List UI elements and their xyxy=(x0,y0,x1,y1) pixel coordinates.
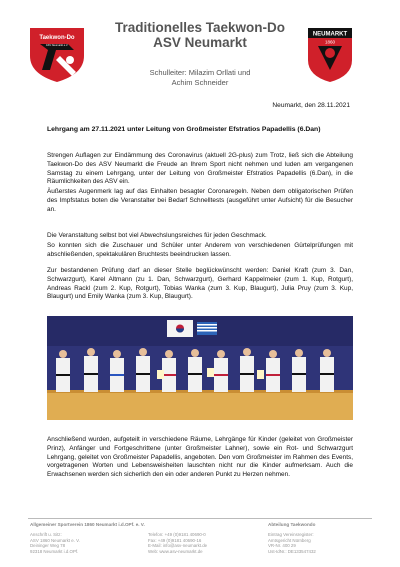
footer-phone: Telefon: +49 (0)9181 40690-0 xyxy=(148,532,206,537)
greek-flag xyxy=(197,322,217,335)
leader-line-2: Achim Schneider xyxy=(171,78,229,87)
logo-left-subtext: ASV Neumarkt e.V. xyxy=(45,44,69,47)
footer-registry-line: Ust-IdNr.: DE133547432 xyxy=(268,548,316,554)
certificate xyxy=(157,370,164,379)
footer-fax: Fax: +49 (0)9181 40690-16 xyxy=(148,537,202,543)
group-photo xyxy=(47,316,353,420)
footer-department: Abteilung Taekwondo xyxy=(268,522,316,527)
footer-divider xyxy=(28,518,372,519)
paragraph-event: Die Veranstaltung selbst bot viel Abwechslungsreiches für jeden Geschmack. xyxy=(47,232,267,239)
crest-year: 1860 xyxy=(324,39,336,45)
logo-left-text: Taekwon-Do xyxy=(39,35,75,41)
footer-address-line: Deininger Weg 78 xyxy=(30,543,66,549)
letter-date: Neumarkt, den 28.11.2021 xyxy=(272,102,350,109)
footer-registry-line: Eintrag Vereinsregister: xyxy=(268,532,314,537)
footer-club-name: Allgemeiner Sportverein 1860 Neumarkt i.d.OPf. e. V. xyxy=(30,522,145,527)
footer-registry-line: Amtsgericht Nürnberg xyxy=(268,537,311,543)
paragraph-exams: So konnten sich die Zuschauer und Schüler unter Anderem von verschiedenen Gürtelprüfungen mit abschließenden, spektakulären Bruchtests beeindrucken lassen. xyxy=(47,242,353,258)
paragraph-intro: Strengen Auflagen zur Eindämmung des Coronavirus (aktuell 2G-plus) zum Trotz, ließ sich die Abteilung Taekwon-Do des ASV Neumarkt die Freude an Ihrem Sport nicht nehmen und luden am vergangenen Samstag zu einem Lehrgang, unter der Leitung von Großmeister Efstratios Papadellis (6.Dan), in die Räumlichkeiten des ASV ein. xyxy=(47,152,353,186)
footer-email-link[interactable]: E-Mail: info@asv-neumarkt.de xyxy=(148,543,208,549)
footer-address-line: ASV 1860 Neumarkt e. V. xyxy=(30,537,80,543)
certificate xyxy=(257,370,264,379)
taekwondo-logo xyxy=(26,26,88,84)
school-leaders xyxy=(120,68,280,88)
paragraph-workshops: Anschließend wurden, aufgeteilt in verschiedene Räume, Lehrgänge für Kinder (geleitet von Großmeister Prinz), Anfänger und Fortgeschrittene (unter Großmeister Lahner), sowie ein Rot- und Schwarzgurt Lehrgang, geleitet von Großmeister Papadellis, angeboten. Den vom Großmeister im Rahmen des Events, vorgetragenen Worten und Lebensweisheiten lauschten nicht nur die Kinder aufmerksam. Auch die Erwachsenen werden sich sicherlich den ein oder anderen Punkt zu Herzen nehmen. xyxy=(47,436,353,479)
footer-address-line: 92318 Neumarkt i.d.OPf. xyxy=(30,548,79,554)
page-title xyxy=(90,20,310,50)
footer-address xyxy=(30,532,80,554)
footer-web-link[interactable]: Web: www.asv-neumarkt.de xyxy=(148,548,203,554)
letter-headline: Lehrgang am 27.11.2021 unter Leitung von Großmeister Efstratios Papadellis (6.Dan) xyxy=(47,126,321,133)
paragraph-congratulations: Zur bestandenen Prüfung darf an dieser Stelle beglückwünscht werden: Daniel Kraft (zum 3. Dan, Schwarzgurt), Karel Altmann (zu 1. Dan, Schwarzgurt), Gerhard Kappelmeier (zum 1. Kup, Rotgurt), Andreas Rackl (zum 2. Kup, Rotgurt), Tobias Wanka (zum 3. Kup, Blaugurt), Julia Pruy (zum 3. Kup, Blaugurt) und Emily Wanka (zum 3. Kup, Blaugurt). xyxy=(47,267,353,301)
footer-address-line: Anschrift u. Sitz: xyxy=(30,532,62,537)
korean-flag xyxy=(167,320,193,337)
footer-contact xyxy=(148,532,207,554)
crest-name: NEUMARKT xyxy=(312,31,348,38)
footer-registry-line: VR-Nr. 400 29 xyxy=(268,543,296,549)
neumarkt-crest-logo xyxy=(306,26,354,84)
title-line-2: ASV Neumarkt xyxy=(153,35,247,50)
certificate xyxy=(207,368,214,377)
footer-registry xyxy=(268,532,316,554)
leader-line-1: Schulleiter: Milazim Orllati und xyxy=(149,68,251,77)
title-line-1: Traditionelles Taekwon-Do xyxy=(114,20,286,35)
paragraph-corona: Äußerstes Augenmerk lag auf das Einhalten besagter Coronaregeln. Neben dem obligatorischen Prüfen des Impfstatus boten die Veranstalter bei Bedarf Schnelltests (ausgeführt unter Aufsicht) für die Besucher an. xyxy=(47,188,353,213)
